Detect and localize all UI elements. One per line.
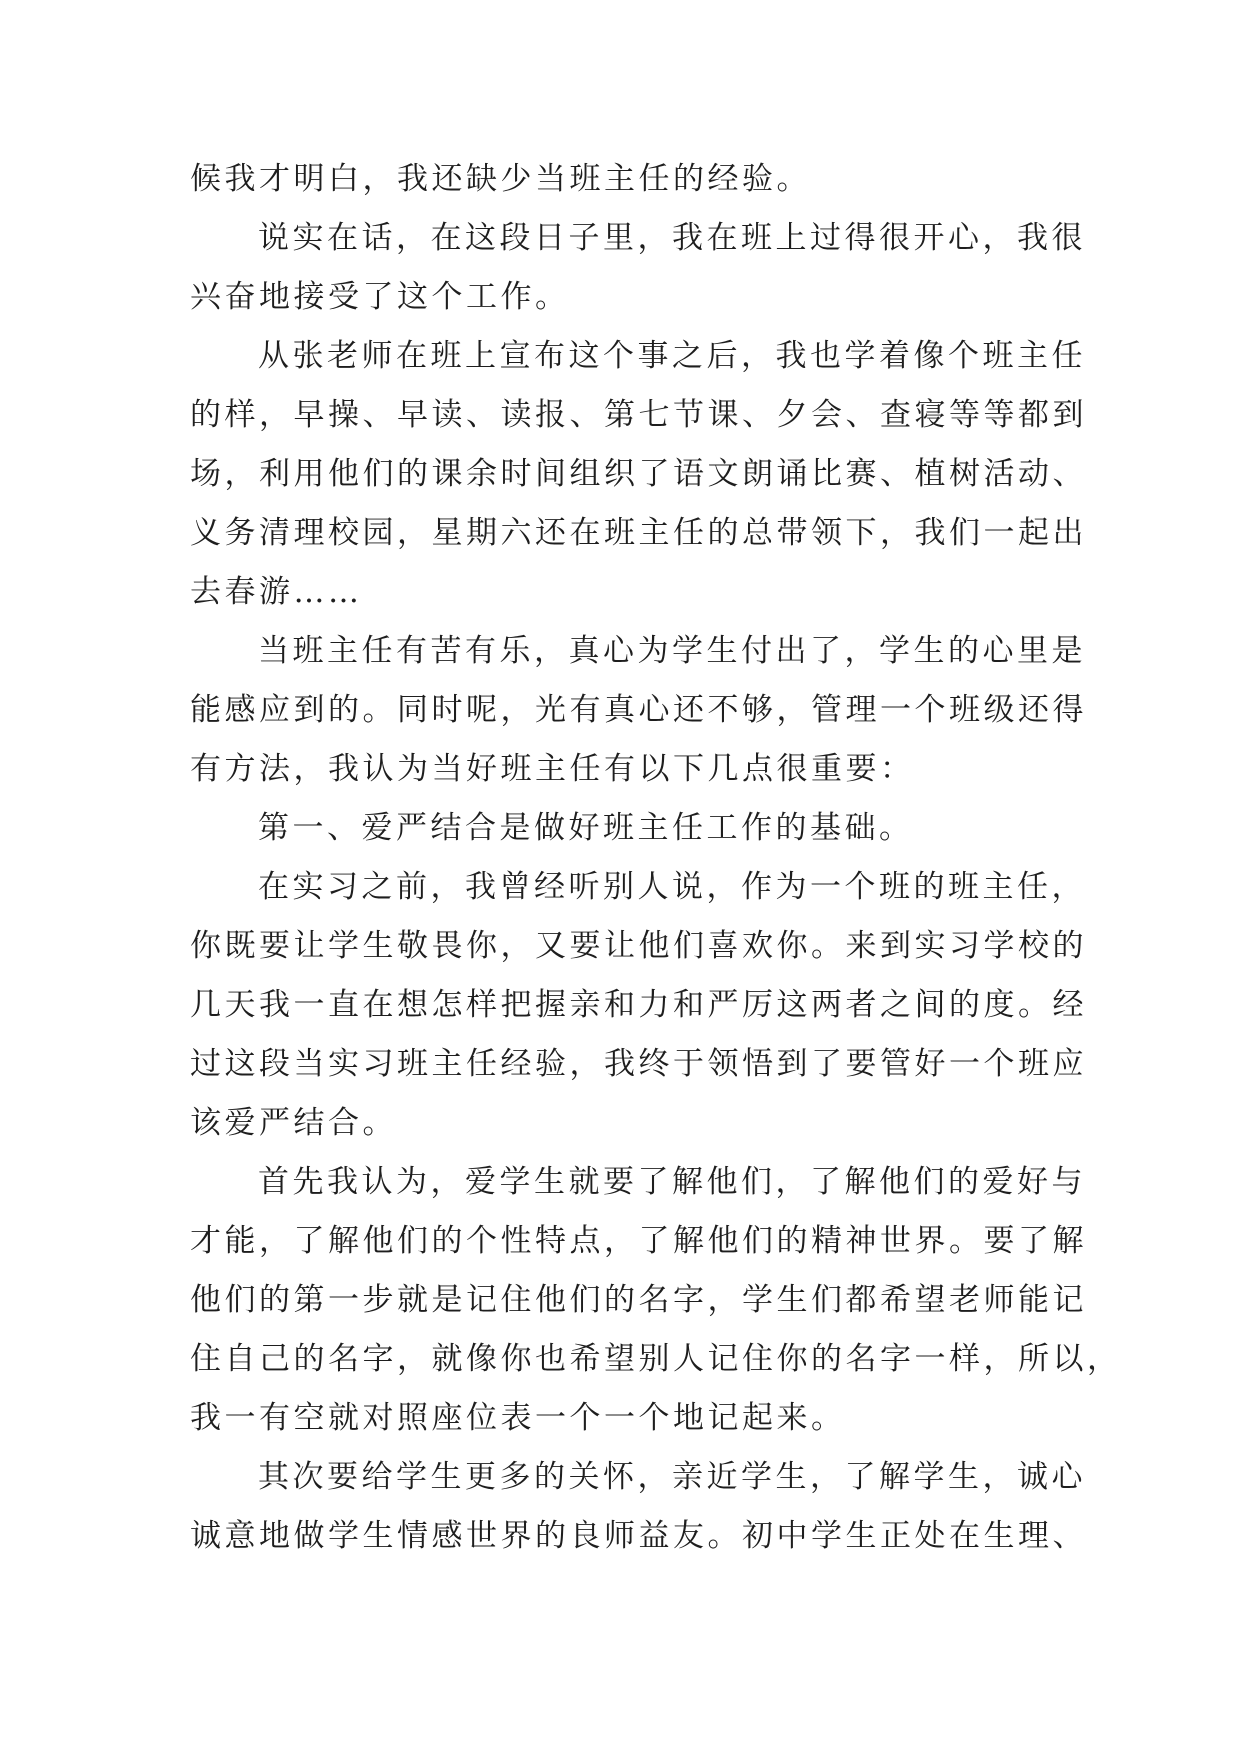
text-line: 几天我一直在想怎样把握亲和力和严厉这两者之间的度。经 (190, 987, 1087, 1023)
text-line: 在实习之前，我曾经听别人说，作为一个班的班主任， (258, 869, 1086, 905)
document-body (190, 150, 1122, 1566)
text-line: 说实在话，在这段日子里，我在班上过得很开心，我很 (258, 220, 1086, 256)
text-line: 住自己的名字，就像你也希望别人记住你的名字一样，所以， (190, 1341, 1122, 1377)
text-line: 我一有空就对照座位表一个一个地记起来。 (190, 1400, 846, 1436)
text-line: 兴奋地接受了这个工作。 (190, 279, 570, 315)
text-line: 义务清理校园，星期六还在班主任的总带领下，我们一起出 (190, 515, 1087, 551)
text-line: 其次要给学生更多的关怀，亲近学生，了解学生，诚心 (258, 1459, 1086, 1495)
text-line: 第一、爱严结合是做好班主任工作的基础。 (258, 810, 914, 846)
text-line: 场，利用他们的课余时间组织了语文朗诵比赛、植树活动、 (190, 456, 1087, 492)
text-line: 该爱严结合。 (190, 1105, 397, 1141)
text-line: 的样，早操、早读、读报、第七节课、夕会、查寝等等都到 (190, 397, 1087, 433)
text-line: 当班主任有苦有乐，真心为学生付出了，学生的心里是 (258, 633, 1086, 669)
text-line: 去春游…… (190, 574, 363, 610)
text-line: 能感应到的。同时呢，光有真心还不够，管理一个班级还得 (190, 692, 1087, 728)
text-line: 候我才明白，我还缺少当班主任的经验。 (190, 161, 811, 197)
text-line: 从张老师在班上宣布这个事之后，我也学着像个班主任 (258, 338, 1086, 374)
text-line: 你既要让学生敬畏你，又要让他们喜欢你。来到实习学校的 (190, 928, 1087, 964)
text-line: 有方法，我认为当好班主任有以下几点很重要： (190, 751, 915, 787)
text-line: 诚意地做学生情感世界的良师益友。初中学生正处在生理、 (190, 1518, 1087, 1554)
text-line: 过这段当实习班主任经验，我终于领悟到了要管好一个班应 (190, 1046, 1087, 1082)
text-line: 首先我认为，爱学生就要了解他们，了解他们的爱好与 (258, 1164, 1086, 1200)
text-line: 他们的第一步就是记住他们的名字，学生们都希望老师能记 (190, 1282, 1087, 1318)
text-line: 才能，了解他们的个性特点，了解他们的精神世界。要了解 (190, 1223, 1087, 1259)
